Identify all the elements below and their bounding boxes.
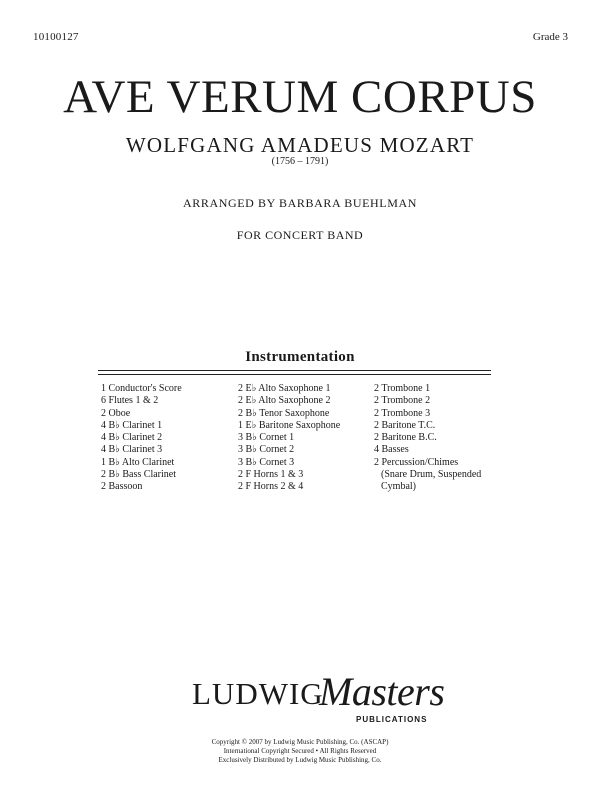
instrument-item: 2 Baritone T.C.: [374, 419, 436, 431]
piece-title: AVE VERUM CORPUS: [63, 71, 537, 123]
percussion-detail: (Snare Drum, Suspended Cymbal): [381, 469, 482, 493]
logo-ludwig: LUDWIG: [192, 676, 324, 711]
logo-masters: Masters: [319, 669, 445, 714]
instrument-item: 4 B♭ Clarinet 2: [101, 432, 163, 444]
instrument-column-2: [238, 383, 373, 494]
instrument-item: 2 Trombone 1: [374, 383, 431, 394]
instrument-item: 2 Oboe: [101, 407, 131, 419]
instrument-item: 2 F Horns 1 & 3: [238, 469, 304, 481]
instrument-item: 1 E♭ Baritone Saxophone: [238, 419, 341, 431]
instrument-item: 1 Conductor's Score: [101, 383, 182, 394]
instrument-item: 3 B♭ Cornet 3: [238, 456, 295, 468]
composer-dates: (1756 – 1791): [271, 156, 329, 167]
instrument-item: 2 F Horns 2 & 4: [238, 481, 304, 493]
grade-level: Grade 3: [532, 31, 568, 43]
instrument-item: 2 Baritone B.C.: [374, 432, 437, 444]
instrument-item: 2 B♭ Tenor Saxophone: [238, 407, 330, 419]
instrument-item: 2 E♭ Alto Saxophone 1: [238, 383, 331, 394]
instrument-item: 2 Bassoon: [101, 481, 143, 493]
instrument-item: 2 B♭ Bass Clarinet: [101, 469, 176, 481]
instrument-item: 3 B♭ Cornet 2: [238, 444, 295, 456]
instrument-column-3: [374, 383, 494, 494]
logo-publications: PUBLICATIONS: [356, 715, 428, 724]
instrument-item: 2 Trombone 3: [374, 407, 431, 419]
instrument-item: 2 Percussion/Chimes: [374, 456, 459, 468]
instrument-item: 4 Basses: [374, 444, 409, 456]
copyright-line: International Copyright Secured • All Rights Reserved: [223, 747, 377, 755]
instrument-item: 6 Flutes 1 & 2: [101, 395, 159, 407]
copyright-line: Copyright © 2007 by Ludwig Music Publishing, Co. (ASCAP): [211, 738, 389, 746]
instrument-item: 2 Trombone 2: [374, 395, 431, 407]
composer-name: WOLFGANG AMADEUS MOZART: [125, 133, 475, 157]
instrument-item: 3 B♭ Cornet 1: [238, 432, 295, 444]
catalog-number: 10100127: [33, 31, 79, 43]
instrument-item: 1 B♭ Alto Clarinet: [101, 456, 175, 468]
instrument-item: 2 E♭ Alto Saxophone 2: [238, 395, 331, 407]
copyright-line: Exclusively Distributed by Ludwig Music Publishing, Co.: [218, 756, 382, 764]
heading-rule: [98, 370, 491, 371]
publisher-logo: [0, 669, 600, 732]
heading-rule-lower: [98, 374, 491, 375]
instrument-column-1: [101, 383, 236, 494]
arranger-credit: ARRANGED BY BARBARA BUEHLMAN: [182, 196, 418, 210]
instrument-item: 4 B♭ Clarinet 3: [101, 444, 163, 456]
instrument-item: 4 B♭ Clarinet 1: [101, 419, 163, 431]
instrumentation-heading: Instrumentation: [245, 349, 355, 365]
copyright-block: [0, 738, 600, 765]
ensemble-label: FOR CONCERT BAND: [236, 228, 364, 242]
